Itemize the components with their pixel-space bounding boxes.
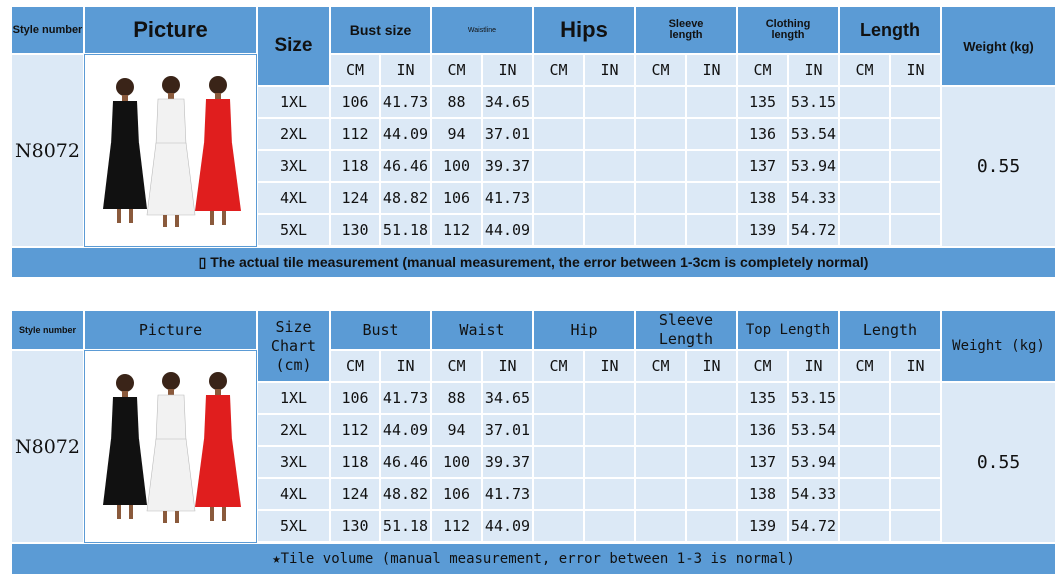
sleeve-in-cell: [686, 86, 737, 118]
unit-in: IN: [686, 54, 737, 86]
unit-in: IN: [380, 54, 431, 86]
sleeve-cm-cell: [635, 86, 686, 118]
header-bust: Bust size: [330, 6, 431, 54]
hips-in-cell: [584, 214, 635, 246]
sleeve-in-cell: [686, 150, 737, 182]
waist-cm-cell: 94: [431, 118, 482, 150]
style-number-value: N8072: [11, 54, 84, 247]
header-picture: Picture: [84, 310, 257, 350]
unit-cm: CM: [533, 350, 584, 382]
size-cell: 1XL: [257, 86, 330, 118]
product-picture: [84, 350, 257, 543]
length-in-cell: 53.94: [788, 150, 839, 182]
length-cm-cell: 139: [737, 214, 788, 246]
model-red-dress: [195, 372, 241, 521]
header-top-length: Top Length: [737, 310, 839, 350]
total-length-in-cell: [890, 446, 941, 478]
size-cell: 5XL: [257, 510, 330, 542]
length-cm-cell: 138: [737, 478, 788, 510]
header-clothing-length: Clothing length: [737, 6, 839, 54]
length-in-cell: 53.94: [788, 446, 839, 478]
header-weight: Weight (kg): [941, 310, 1056, 382]
size-cell: 4XL: [257, 182, 330, 214]
sleeve-in-cell: [686, 446, 737, 478]
unit-in: IN: [482, 350, 533, 382]
sleeve-cm-cell: [635, 446, 686, 478]
length-cm-cell: 137: [737, 150, 788, 182]
bust-cm-cell: 112: [330, 118, 380, 150]
model-white-dress: [147, 76, 195, 227]
size-cell: 2XL: [257, 118, 330, 150]
sleeve-cm-cell: [635, 382, 686, 414]
sleeve-in-cell: [686, 478, 737, 510]
waist-cm-cell: 88: [431, 86, 482, 118]
hips-in-cell: [584, 118, 635, 150]
unit-in: IN: [686, 350, 737, 382]
header-hips: Hips: [533, 6, 635, 54]
hips-cm-cell: [533, 118, 584, 150]
dress-models-image: [85, 351, 257, 543]
length-in-cell: 53.54: [788, 414, 839, 446]
size-cell: 4XL: [257, 478, 330, 510]
waist-in-cell: 39.37: [482, 446, 533, 478]
waist-cm-cell: 88: [431, 382, 482, 414]
unit-cm: CM: [839, 54, 890, 86]
unit-cm: CM: [737, 54, 788, 86]
bust-in-cell: 46.46: [380, 150, 431, 182]
header-sleeve: Sleeve length: [635, 6, 737, 54]
total-length-cm-cell: [839, 446, 890, 478]
bust-cm-cell: 118: [330, 150, 380, 182]
waist-in-cell: 34.65: [482, 382, 533, 414]
total-length-in-cell: [890, 150, 941, 182]
header-size-chart: Size Chart (cm): [257, 310, 330, 382]
hips-cm-cell: [533, 478, 584, 510]
unit-in: IN: [584, 350, 635, 382]
weight-value: 0.55: [941, 86, 1056, 247]
header-picture: Picture: [84, 6, 257, 54]
unit-cm: CM: [839, 350, 890, 382]
sleeve-cm-cell: [635, 118, 686, 150]
waist-in-cell: 41.73: [482, 478, 533, 510]
total-length-cm-cell: [839, 214, 890, 246]
total-length-cm-cell: [839, 510, 890, 542]
unit-in: IN: [788, 54, 839, 86]
sleeve-in-cell: [686, 510, 737, 542]
total-length-in-cell: [890, 182, 941, 214]
length-cm-cell: 136: [737, 118, 788, 150]
sleeve-cm-cell: [635, 478, 686, 510]
bust-cm-cell: 112: [330, 414, 380, 446]
total-length-in-cell: [890, 510, 941, 542]
unit-in: IN: [890, 350, 941, 382]
header-sleeve-length: Sleeve Length: [635, 310, 737, 350]
header-length: Length: [839, 310, 941, 350]
total-length-cm-cell: [839, 86, 890, 118]
bust-cm-cell: 118: [330, 446, 380, 478]
size-cell: 3XL: [257, 150, 330, 182]
model-red-dress: [195, 76, 241, 225]
bust-in-cell: 48.82: [380, 478, 431, 510]
hips-cm-cell: [533, 86, 584, 118]
model-white-dress: [147, 372, 195, 523]
length-in-cell: 53.15: [788, 86, 839, 118]
header-weight: Weight (kg): [941, 6, 1056, 86]
header-waist: Waistline: [431, 6, 533, 54]
waist-cm-cell: 100: [431, 446, 482, 478]
bust-in-cell: 51.18: [380, 214, 431, 246]
total-length-cm-cell: [839, 414, 890, 446]
header-bust: Bust: [330, 310, 431, 350]
hips-cm-cell: [533, 414, 584, 446]
total-length-in-cell: [890, 214, 941, 246]
bust-in-cell: 41.73: [380, 86, 431, 118]
bust-cm-cell: 124: [330, 182, 380, 214]
waist-cm-cell: 106: [431, 182, 482, 214]
waist-cm-cell: 106: [431, 478, 482, 510]
header-waist: Waist: [431, 310, 533, 350]
hips-in-cell: [584, 510, 635, 542]
total-length-cm-cell: [839, 182, 890, 214]
dress-models-image: [85, 55, 257, 247]
unit-in: IN: [584, 54, 635, 86]
waist-in-cell: 44.09: [482, 510, 533, 542]
hips-cm-cell: [533, 446, 584, 478]
unit-in: IN: [890, 54, 941, 86]
sleeve-in-cell: [686, 214, 737, 246]
header-style-number: Style number: [11, 310, 84, 350]
unit-cm: CM: [635, 54, 686, 86]
total-length-in-cell: [890, 118, 941, 150]
unit-in: IN: [482, 54, 533, 86]
sleeve-in-cell: [686, 414, 737, 446]
bust-cm-cell: 106: [330, 86, 380, 118]
waist-in-cell: 34.65: [482, 86, 533, 118]
waist-cm-cell: 112: [431, 510, 482, 542]
measurement-note: ▯ The actual tile measurement (manual measurement, the error between 1-3cm is completely normal): [11, 247, 1056, 278]
hips-in-cell: [584, 150, 635, 182]
hips-in-cell: [584, 414, 635, 446]
model-black-dress: [103, 374, 147, 519]
bust-cm-cell: 130: [330, 214, 380, 246]
header-size: Size: [257, 6, 330, 86]
size-cell: 3XL: [257, 446, 330, 478]
bust-cm-cell: 124: [330, 478, 380, 510]
size-cell: 5XL: [257, 214, 330, 246]
hips-cm-cell: [533, 382, 584, 414]
style-number-value: N8072: [11, 350, 84, 543]
length-in-cell: 53.15: [788, 382, 839, 414]
waist-cm-cell: 94: [431, 414, 482, 446]
waist-cm-cell: 112: [431, 214, 482, 246]
unit-cm: CM: [635, 350, 686, 382]
bust-in-cell: 46.46: [380, 446, 431, 478]
unit-in: IN: [380, 350, 431, 382]
length-in-cell: 54.72: [788, 510, 839, 542]
bust-in-cell: 48.82: [380, 182, 431, 214]
header-length: Length: [839, 6, 941, 54]
length-cm-cell: 138: [737, 182, 788, 214]
unit-cm: CM: [431, 54, 482, 86]
hips-in-cell: [584, 446, 635, 478]
sleeve-cm-cell: [635, 414, 686, 446]
total-length-in-cell: [890, 414, 941, 446]
waist-in-cell: 37.01: [482, 414, 533, 446]
sleeve-cm-cell: [635, 150, 686, 182]
sleeve-in-cell: [686, 118, 737, 150]
sleeve-cm-cell: [635, 510, 686, 542]
total-length-cm-cell: [839, 478, 890, 510]
header-hip: Hip: [533, 310, 635, 350]
measurement-note: ★Tile volume (manual measurement, error between 1-3 is normal): [11, 543, 1056, 575]
length-cm-cell: 135: [737, 382, 788, 414]
product-picture: [84, 54, 257, 247]
header-style-number: Style number: [11, 6, 84, 54]
unit-cm: CM: [330, 350, 380, 382]
size-cell: 2XL: [257, 414, 330, 446]
length-in-cell: 54.72: [788, 214, 839, 246]
hips-in-cell: [584, 382, 635, 414]
bust-in-cell: 51.18: [380, 510, 431, 542]
length-in-cell: 54.33: [788, 182, 839, 214]
bust-in-cell: 41.73: [380, 382, 431, 414]
length-cm-cell: 136: [737, 414, 788, 446]
hips-in-cell: [584, 86, 635, 118]
waist-cm-cell: 100: [431, 150, 482, 182]
length-in-cell: 53.54: [788, 118, 839, 150]
waist-in-cell: 39.37: [482, 150, 533, 182]
total-length-in-cell: [890, 86, 941, 118]
sleeve-in-cell: [686, 382, 737, 414]
length-cm-cell: 139: [737, 510, 788, 542]
waist-in-cell: 37.01: [482, 118, 533, 150]
waist-in-cell: 41.73: [482, 182, 533, 214]
total-length-cm-cell: [839, 118, 890, 150]
unit-in: IN: [788, 350, 839, 382]
length-cm-cell: 135: [737, 86, 788, 118]
unit-cm: CM: [737, 350, 788, 382]
bust-in-cell: 44.09: [380, 118, 431, 150]
total-length-cm-cell: [839, 382, 890, 414]
model-black-dress: [103, 78, 147, 223]
size-cell: 1XL: [257, 382, 330, 414]
bust-cm-cell: 106: [330, 382, 380, 414]
sleeve-cm-cell: [635, 182, 686, 214]
unit-cm: CM: [533, 54, 584, 86]
length-in-cell: 54.33: [788, 478, 839, 510]
total-length-in-cell: [890, 478, 941, 510]
unit-cm: CM: [431, 350, 482, 382]
sleeve-in-cell: [686, 182, 737, 214]
hips-cm-cell: [533, 214, 584, 246]
hips-cm-cell: [533, 150, 584, 182]
hips-in-cell: [584, 182, 635, 214]
total-length-in-cell: [890, 382, 941, 414]
hips-cm-cell: [533, 182, 584, 214]
sleeve-cm-cell: [635, 214, 686, 246]
unit-cm: CM: [330, 54, 380, 86]
total-length-cm-cell: [839, 150, 890, 182]
bust-cm-cell: 130: [330, 510, 380, 542]
bust-in-cell: 44.09: [380, 414, 431, 446]
hips-cm-cell: [533, 510, 584, 542]
length-cm-cell: 137: [737, 446, 788, 478]
weight-value: 0.55: [941, 382, 1056, 543]
hips-in-cell: [584, 478, 635, 510]
waist-in-cell: 44.09: [482, 214, 533, 246]
